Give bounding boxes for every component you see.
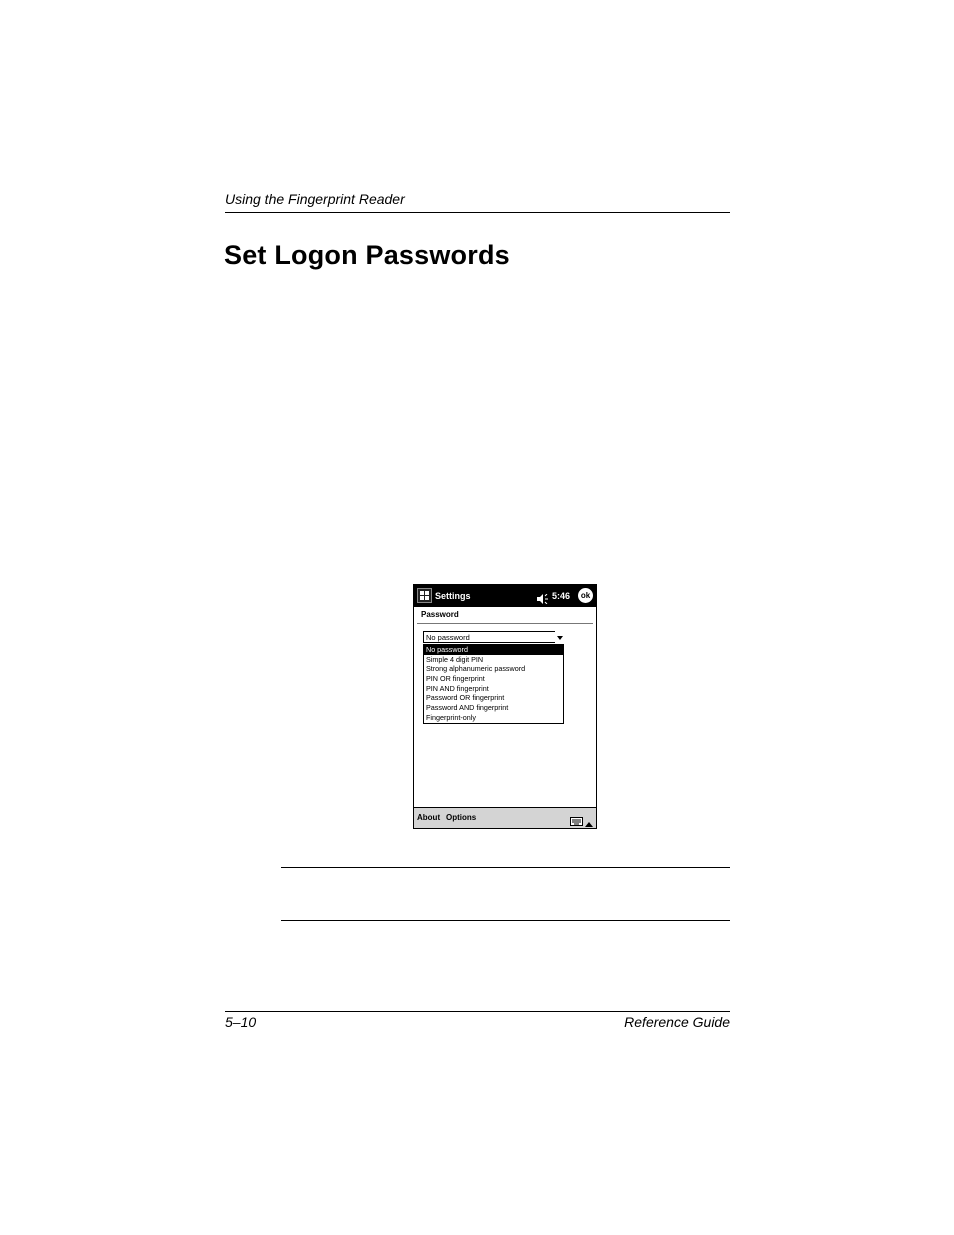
note-rule-top [281,867,730,868]
up-arrow-icon[interactable] [585,815,593,829]
password-options-list [423,644,564,724]
password-type-select[interactable] [423,631,564,643]
ok-button[interactable]: ok [578,588,593,603]
option-strong-password[interactable]: Strong alphanumeric password [426,664,526,674]
page-number: 5–10 [225,1014,257,1030]
options-menu[interactable]: Options [446,813,477,822]
option-pin-or-fingerprint[interactable]: PIN OR fingerprint [426,674,485,684]
running-header: Using the Fingerprint Reader [225,191,405,207]
device-titlebar [414,585,596,607]
clock-time[interactable]: 5:46 [552,591,571,601]
password-tab-label: Password [421,610,459,619]
option-password-and-fingerprint[interactable]: Password AND fingerprint [426,703,509,713]
option-no-password[interactable]: No password [424,645,563,655]
about-menu[interactable]: About [417,813,441,822]
option-simple-pin[interactable]: Simple 4 digit PIN [426,654,484,664]
select-current-value: No password [426,633,470,642]
option-pin-and-fingerprint[interactable]: PIN AND fingerprint [426,683,489,693]
chevron-down-icon[interactable] [555,631,565,643]
note-rule-bottom [281,920,730,921]
page-title: Set Logon Passwords [224,240,510,270]
option-fingerprint-only[interactable]: Fingerprint-only [426,712,476,722]
guide-title: Reference Guide [624,1014,730,1030]
windows-start-icon[interactable] [417,588,432,603]
device-screenshot [413,584,597,829]
app-title: Settings [435,591,471,601]
header-rule [225,212,730,213]
keyboard-icon[interactable] [570,813,583,829]
footer-rule [225,1011,730,1012]
device-menubar [414,807,596,828]
option-password-or-fingerprint[interactable]: Password OR fingerprint [426,693,505,703]
speaker-icon[interactable] [536,591,549,609]
tab-divider [417,623,593,624]
